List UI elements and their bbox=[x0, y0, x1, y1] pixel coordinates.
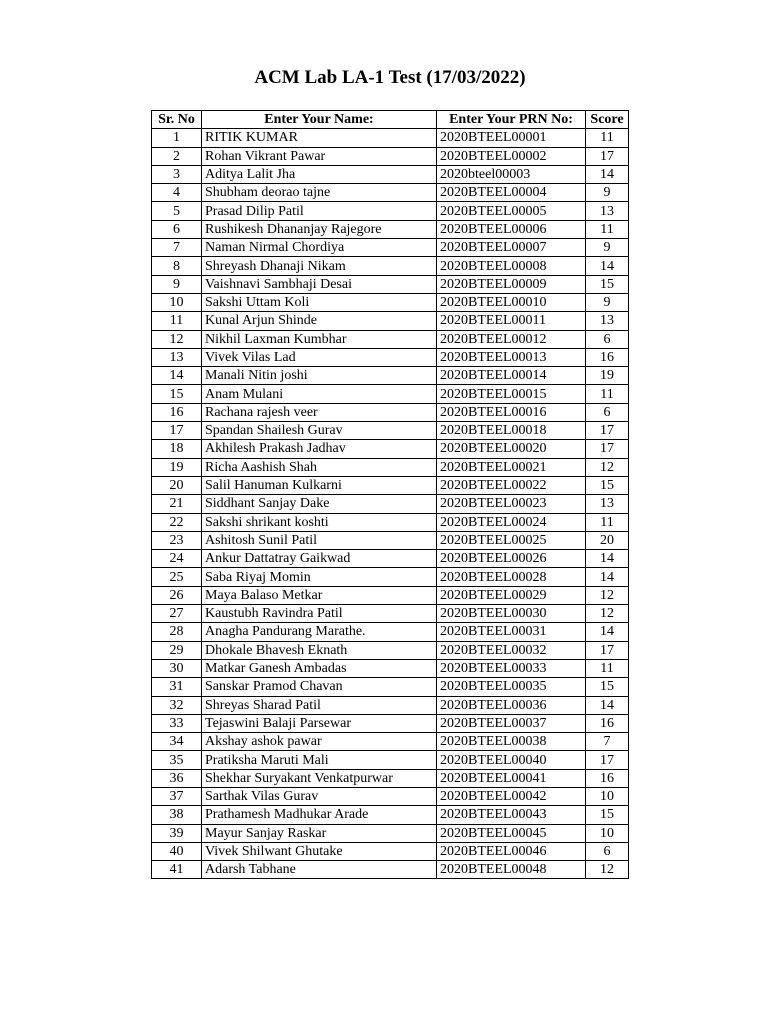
cell-score: 14 bbox=[586, 568, 629, 586]
cell-prn: 2020BTEEL00007 bbox=[437, 239, 586, 257]
cell-prn: 2020BTEEL00029 bbox=[437, 586, 586, 604]
cell-name: Rohan Vikrant Pawar bbox=[202, 147, 437, 165]
cell-name: Prathamesh Madhukar Arade bbox=[202, 806, 437, 824]
cell-sr-no: 39 bbox=[152, 824, 202, 842]
header-prn: Enter Your PRN No: bbox=[437, 111, 586, 129]
cell-prn: 2020BTEEL00020 bbox=[437, 440, 586, 458]
cell-sr-no: 31 bbox=[152, 678, 202, 696]
cell-prn: 2020BTEEL00005 bbox=[437, 202, 586, 220]
cell-prn: 2020BTEEL00022 bbox=[437, 476, 586, 494]
cell-score: 15 bbox=[586, 476, 629, 494]
cell-score: 12 bbox=[586, 586, 629, 604]
cell-name: Kunal Arjun Shinde bbox=[202, 312, 437, 330]
table-row bbox=[152, 550, 629, 568]
cell-prn: 2020BTEEL00023 bbox=[437, 495, 586, 513]
cell-score: 13 bbox=[586, 202, 629, 220]
table-row bbox=[152, 623, 629, 641]
cell-sr-no: 20 bbox=[152, 476, 202, 494]
table-row bbox=[152, 568, 629, 586]
cell-sr-no: 32 bbox=[152, 696, 202, 714]
cell-sr-no: 5 bbox=[152, 202, 202, 220]
cell-score: 13 bbox=[586, 312, 629, 330]
cell-sr-no: 2 bbox=[152, 147, 202, 165]
cell-name: Pratiksha Maruti Mali bbox=[202, 751, 437, 769]
cell-prn: 2020BTEEL00012 bbox=[437, 330, 586, 348]
cell-sr-no: 33 bbox=[152, 714, 202, 732]
cell-score: 11 bbox=[586, 129, 629, 147]
cell-prn: 2020BTEEL00024 bbox=[437, 513, 586, 531]
cell-score: 13 bbox=[586, 495, 629, 513]
cell-sr-no: 9 bbox=[152, 275, 202, 293]
cell-sr-no: 29 bbox=[152, 641, 202, 659]
cell-sr-no: 6 bbox=[152, 220, 202, 238]
table-row bbox=[152, 696, 629, 714]
cell-score: 19 bbox=[586, 367, 629, 385]
cell-sr-no: 11 bbox=[152, 312, 202, 330]
cell-name: RITIK KUMAR bbox=[202, 129, 437, 147]
cell-sr-no: 18 bbox=[152, 440, 202, 458]
cell-sr-no: 35 bbox=[152, 751, 202, 769]
table-row bbox=[152, 824, 629, 842]
cell-score: 12 bbox=[586, 458, 629, 476]
cell-prn: 2020BTEEL00006 bbox=[437, 220, 586, 238]
cell-name: Richa Aashish Shah bbox=[202, 458, 437, 476]
table-row bbox=[152, 751, 629, 769]
cell-name: Sakshi shrikant koshti bbox=[202, 513, 437, 531]
cell-sr-no: 34 bbox=[152, 733, 202, 751]
cell-sr-no: 23 bbox=[152, 531, 202, 549]
table-row bbox=[152, 733, 629, 751]
cell-name: Vivek Vilas Lad bbox=[202, 348, 437, 366]
cell-name: Siddhant Sanjay Dake bbox=[202, 495, 437, 513]
cell-prn: 2020BTEEL00014 bbox=[437, 367, 586, 385]
cell-name: Sanskar Pramod Chavan bbox=[202, 678, 437, 696]
cell-prn: 2020BTEEL00032 bbox=[437, 641, 586, 659]
cell-prn: 2020BTEEL00011 bbox=[437, 312, 586, 330]
cell-name: Aditya Lalit Jha bbox=[202, 165, 437, 183]
cell-score: 14 bbox=[586, 165, 629, 183]
cell-score: 16 bbox=[586, 714, 629, 732]
cell-prn: 2020BTEEL00031 bbox=[437, 623, 586, 641]
cell-name: Prasad Dilip Patil bbox=[202, 202, 437, 220]
cell-prn: 2020BTEEL00030 bbox=[437, 605, 586, 623]
cell-name: Vivek Shilwant Ghutake bbox=[202, 842, 437, 860]
table-row bbox=[152, 513, 629, 531]
table-row bbox=[152, 147, 629, 165]
cell-sr-no: 30 bbox=[152, 659, 202, 677]
cell-name: Tejaswini Balaji Parsewar bbox=[202, 714, 437, 732]
cell-sr-no: 17 bbox=[152, 422, 202, 440]
cell-score: 16 bbox=[586, 769, 629, 787]
cell-score: 12 bbox=[586, 605, 629, 623]
cell-prn: 2020BTEEL00008 bbox=[437, 257, 586, 275]
cell-name: Akshay ashok pawar bbox=[202, 733, 437, 751]
cell-score: 20 bbox=[586, 531, 629, 549]
cell-prn: 2020BTEEL00026 bbox=[437, 550, 586, 568]
cell-sr-no: 38 bbox=[152, 806, 202, 824]
cell-prn: 2020bteel00003 bbox=[437, 165, 586, 183]
cell-name: Anam Mulani bbox=[202, 385, 437, 403]
cell-prn: 2020BTEEL00009 bbox=[437, 275, 586, 293]
cell-prn: 2020BTEEL00016 bbox=[437, 403, 586, 421]
cell-name: Kaustubh Ravindra Patil bbox=[202, 605, 437, 623]
cell-score: 15 bbox=[586, 678, 629, 696]
cell-name: Shreyash Dhanaji Nikam bbox=[202, 257, 437, 275]
table-row bbox=[152, 257, 629, 275]
cell-name: Vaishnavi Sambhaji Desai bbox=[202, 275, 437, 293]
cell-sr-no: 27 bbox=[152, 605, 202, 623]
cell-prn: 2020BTEEL00037 bbox=[437, 714, 586, 732]
cell-name: Mayur Sanjay Raskar bbox=[202, 824, 437, 842]
cell-prn: 2020BTEEL00045 bbox=[437, 824, 586, 842]
table-row bbox=[152, 659, 629, 677]
cell-prn: 2020BTEEL00004 bbox=[437, 184, 586, 202]
cell-name: Spandan Shailesh Gurav bbox=[202, 422, 437, 440]
cell-name: Naman Nirmal Chordiya bbox=[202, 239, 437, 257]
cell-sr-no: 16 bbox=[152, 403, 202, 421]
cell-score: 17 bbox=[586, 147, 629, 165]
table-row bbox=[152, 129, 629, 147]
cell-score: 17 bbox=[586, 641, 629, 659]
table-row bbox=[152, 586, 629, 604]
cell-score: 15 bbox=[586, 806, 629, 824]
cell-sr-no: 24 bbox=[152, 550, 202, 568]
cell-name: Adarsh Tabhane bbox=[202, 861, 437, 879]
cell-score: 14 bbox=[586, 696, 629, 714]
cell-name: Ashitosh Sunil Patil bbox=[202, 531, 437, 549]
cell-score: 11 bbox=[586, 385, 629, 403]
cell-name: Saba Riyaj Momin bbox=[202, 568, 437, 586]
cell-score: 11 bbox=[586, 513, 629, 531]
cell-score: 7 bbox=[586, 733, 629, 751]
page-title: ACM Lab LA-1 Test (17/03/2022) bbox=[254, 67, 526, 88]
cell-score: 6 bbox=[586, 403, 629, 421]
cell-score: 17 bbox=[586, 422, 629, 440]
cell-prn: 2020BTEEL00021 bbox=[437, 458, 586, 476]
cell-name: Matkar Ganesh Ambadas bbox=[202, 659, 437, 677]
table-row bbox=[152, 458, 629, 476]
cell-name: Manali Nitin joshi bbox=[202, 367, 437, 385]
cell-score: 6 bbox=[586, 842, 629, 860]
cell-sr-no: 15 bbox=[152, 385, 202, 403]
cell-score: 15 bbox=[586, 275, 629, 293]
table-row bbox=[152, 275, 629, 293]
cell-sr-no: 10 bbox=[152, 293, 202, 311]
table-row bbox=[152, 239, 629, 257]
table-row bbox=[152, 861, 629, 879]
cell-sr-no: 4 bbox=[152, 184, 202, 202]
cell-sr-no: 12 bbox=[152, 330, 202, 348]
cell-name: Dhokale Bhavesh Eknath bbox=[202, 641, 437, 659]
cell-prn: 2020BTEEL00028 bbox=[437, 568, 586, 586]
table-row bbox=[152, 476, 629, 494]
cell-score: 11 bbox=[586, 659, 629, 677]
cell-name: Sarthak Vilas Gurav bbox=[202, 787, 437, 805]
table-row bbox=[152, 769, 629, 787]
table-row bbox=[152, 367, 629, 385]
cell-score: 9 bbox=[586, 293, 629, 311]
cell-sr-no: 13 bbox=[152, 348, 202, 366]
cell-sr-no: 36 bbox=[152, 769, 202, 787]
table-row bbox=[152, 293, 629, 311]
header-score: Score bbox=[586, 111, 629, 129]
cell-score: 11 bbox=[586, 220, 629, 238]
header-row bbox=[152, 111, 629, 129]
cell-sr-no: 37 bbox=[152, 787, 202, 805]
cell-prn: 2020BTEEL00035 bbox=[437, 678, 586, 696]
table-row bbox=[152, 714, 629, 732]
cell-score: 10 bbox=[586, 787, 629, 805]
cell-name: Rachana rajesh veer bbox=[202, 403, 437, 421]
cell-score: 14 bbox=[586, 257, 629, 275]
table-row bbox=[152, 312, 629, 330]
cell-sr-no: 22 bbox=[152, 513, 202, 531]
table-row bbox=[152, 385, 629, 403]
cell-score: 10 bbox=[586, 824, 629, 842]
cell-sr-no: 41 bbox=[152, 861, 202, 879]
cell-sr-no: 19 bbox=[152, 458, 202, 476]
cell-sr-no: 1 bbox=[152, 129, 202, 147]
table-row bbox=[152, 220, 629, 238]
cell-score: 6 bbox=[586, 330, 629, 348]
table-row bbox=[152, 330, 629, 348]
table-row bbox=[152, 403, 629, 421]
cell-prn: 2020BTEEL00013 bbox=[437, 348, 586, 366]
cell-score: 12 bbox=[586, 861, 629, 879]
cell-score: 17 bbox=[586, 440, 629, 458]
cell-prn: 2020BTEEL00033 bbox=[437, 659, 586, 677]
cell-prn: 2020BTEEL00042 bbox=[437, 787, 586, 805]
cell-name: Akhilesh Prakash Jadhav bbox=[202, 440, 437, 458]
cell-sr-no: 40 bbox=[152, 842, 202, 860]
cell-prn: 2020BTEEL00015 bbox=[437, 385, 586, 403]
cell-name: Salil Hanuman Kulkarni bbox=[202, 476, 437, 494]
cell-prn: 2020BTEEL00046 bbox=[437, 842, 586, 860]
cell-sr-no: 8 bbox=[152, 257, 202, 275]
cell-prn: 2020BTEEL00038 bbox=[437, 733, 586, 751]
table-row bbox=[152, 202, 629, 220]
cell-name: Anagha Pandurang Marathe. bbox=[202, 623, 437, 641]
cell-prn: 2020BTEEL00018 bbox=[437, 422, 586, 440]
results-table bbox=[151, 110, 629, 879]
table-row bbox=[152, 165, 629, 183]
cell-name: Maya Balaso Metkar bbox=[202, 586, 437, 604]
cell-score: 14 bbox=[586, 550, 629, 568]
cell-score: 9 bbox=[586, 184, 629, 202]
cell-prn: 2020BTEEL00040 bbox=[437, 751, 586, 769]
cell-sr-no: 28 bbox=[152, 623, 202, 641]
cell-prn: 2020BTEEL00048 bbox=[437, 861, 586, 879]
table-row bbox=[152, 605, 629, 623]
cell-prn: 2020BTEEL00036 bbox=[437, 696, 586, 714]
cell-prn: 2020BTEEL00001 bbox=[437, 129, 586, 147]
cell-prn: 2020BTEEL00025 bbox=[437, 531, 586, 549]
cell-prn: 2020BTEEL00010 bbox=[437, 293, 586, 311]
cell-name: Nikhil Laxman Kumbhar bbox=[202, 330, 437, 348]
cell-score: 16 bbox=[586, 348, 629, 366]
table-row bbox=[152, 348, 629, 366]
cell-name: Rushikesh Dhananjay Rajegore bbox=[202, 220, 437, 238]
cell-name: Ankur Dattatray Gaikwad bbox=[202, 550, 437, 568]
cell-sr-no: 26 bbox=[152, 586, 202, 604]
cell-sr-no: 14 bbox=[152, 367, 202, 385]
table-row bbox=[152, 422, 629, 440]
table-row bbox=[152, 787, 629, 805]
cell-prn: 2020BTEEL00002 bbox=[437, 147, 586, 165]
table-row bbox=[152, 184, 629, 202]
header-sr-no: Sr. No bbox=[152, 111, 202, 129]
cell-prn: 2020BTEEL00043 bbox=[437, 806, 586, 824]
table-body bbox=[152, 129, 629, 879]
table-row bbox=[152, 495, 629, 513]
table-row bbox=[152, 440, 629, 458]
cell-name: Sakshi Uttam Koli bbox=[202, 293, 437, 311]
cell-score: 17 bbox=[586, 751, 629, 769]
cell-sr-no: 25 bbox=[152, 568, 202, 586]
cell-sr-no: 21 bbox=[152, 495, 202, 513]
cell-score: 9 bbox=[586, 239, 629, 257]
table-row bbox=[152, 842, 629, 860]
cell-name: Shekhar Suryakant Venkatpurwar bbox=[202, 769, 437, 787]
table-row bbox=[152, 531, 629, 549]
cell-score: 14 bbox=[586, 623, 629, 641]
cell-name: Shubham deorao tajne bbox=[202, 184, 437, 202]
table-row bbox=[152, 678, 629, 696]
cell-prn: 2020BTEEL00041 bbox=[437, 769, 586, 787]
table-row bbox=[152, 641, 629, 659]
cell-sr-no: 3 bbox=[152, 165, 202, 183]
cell-sr-no: 7 bbox=[152, 239, 202, 257]
cell-name: Shreyas Sharad Patil bbox=[202, 696, 437, 714]
table-row bbox=[152, 806, 629, 824]
header-name: Enter Your Name: bbox=[202, 111, 437, 129]
